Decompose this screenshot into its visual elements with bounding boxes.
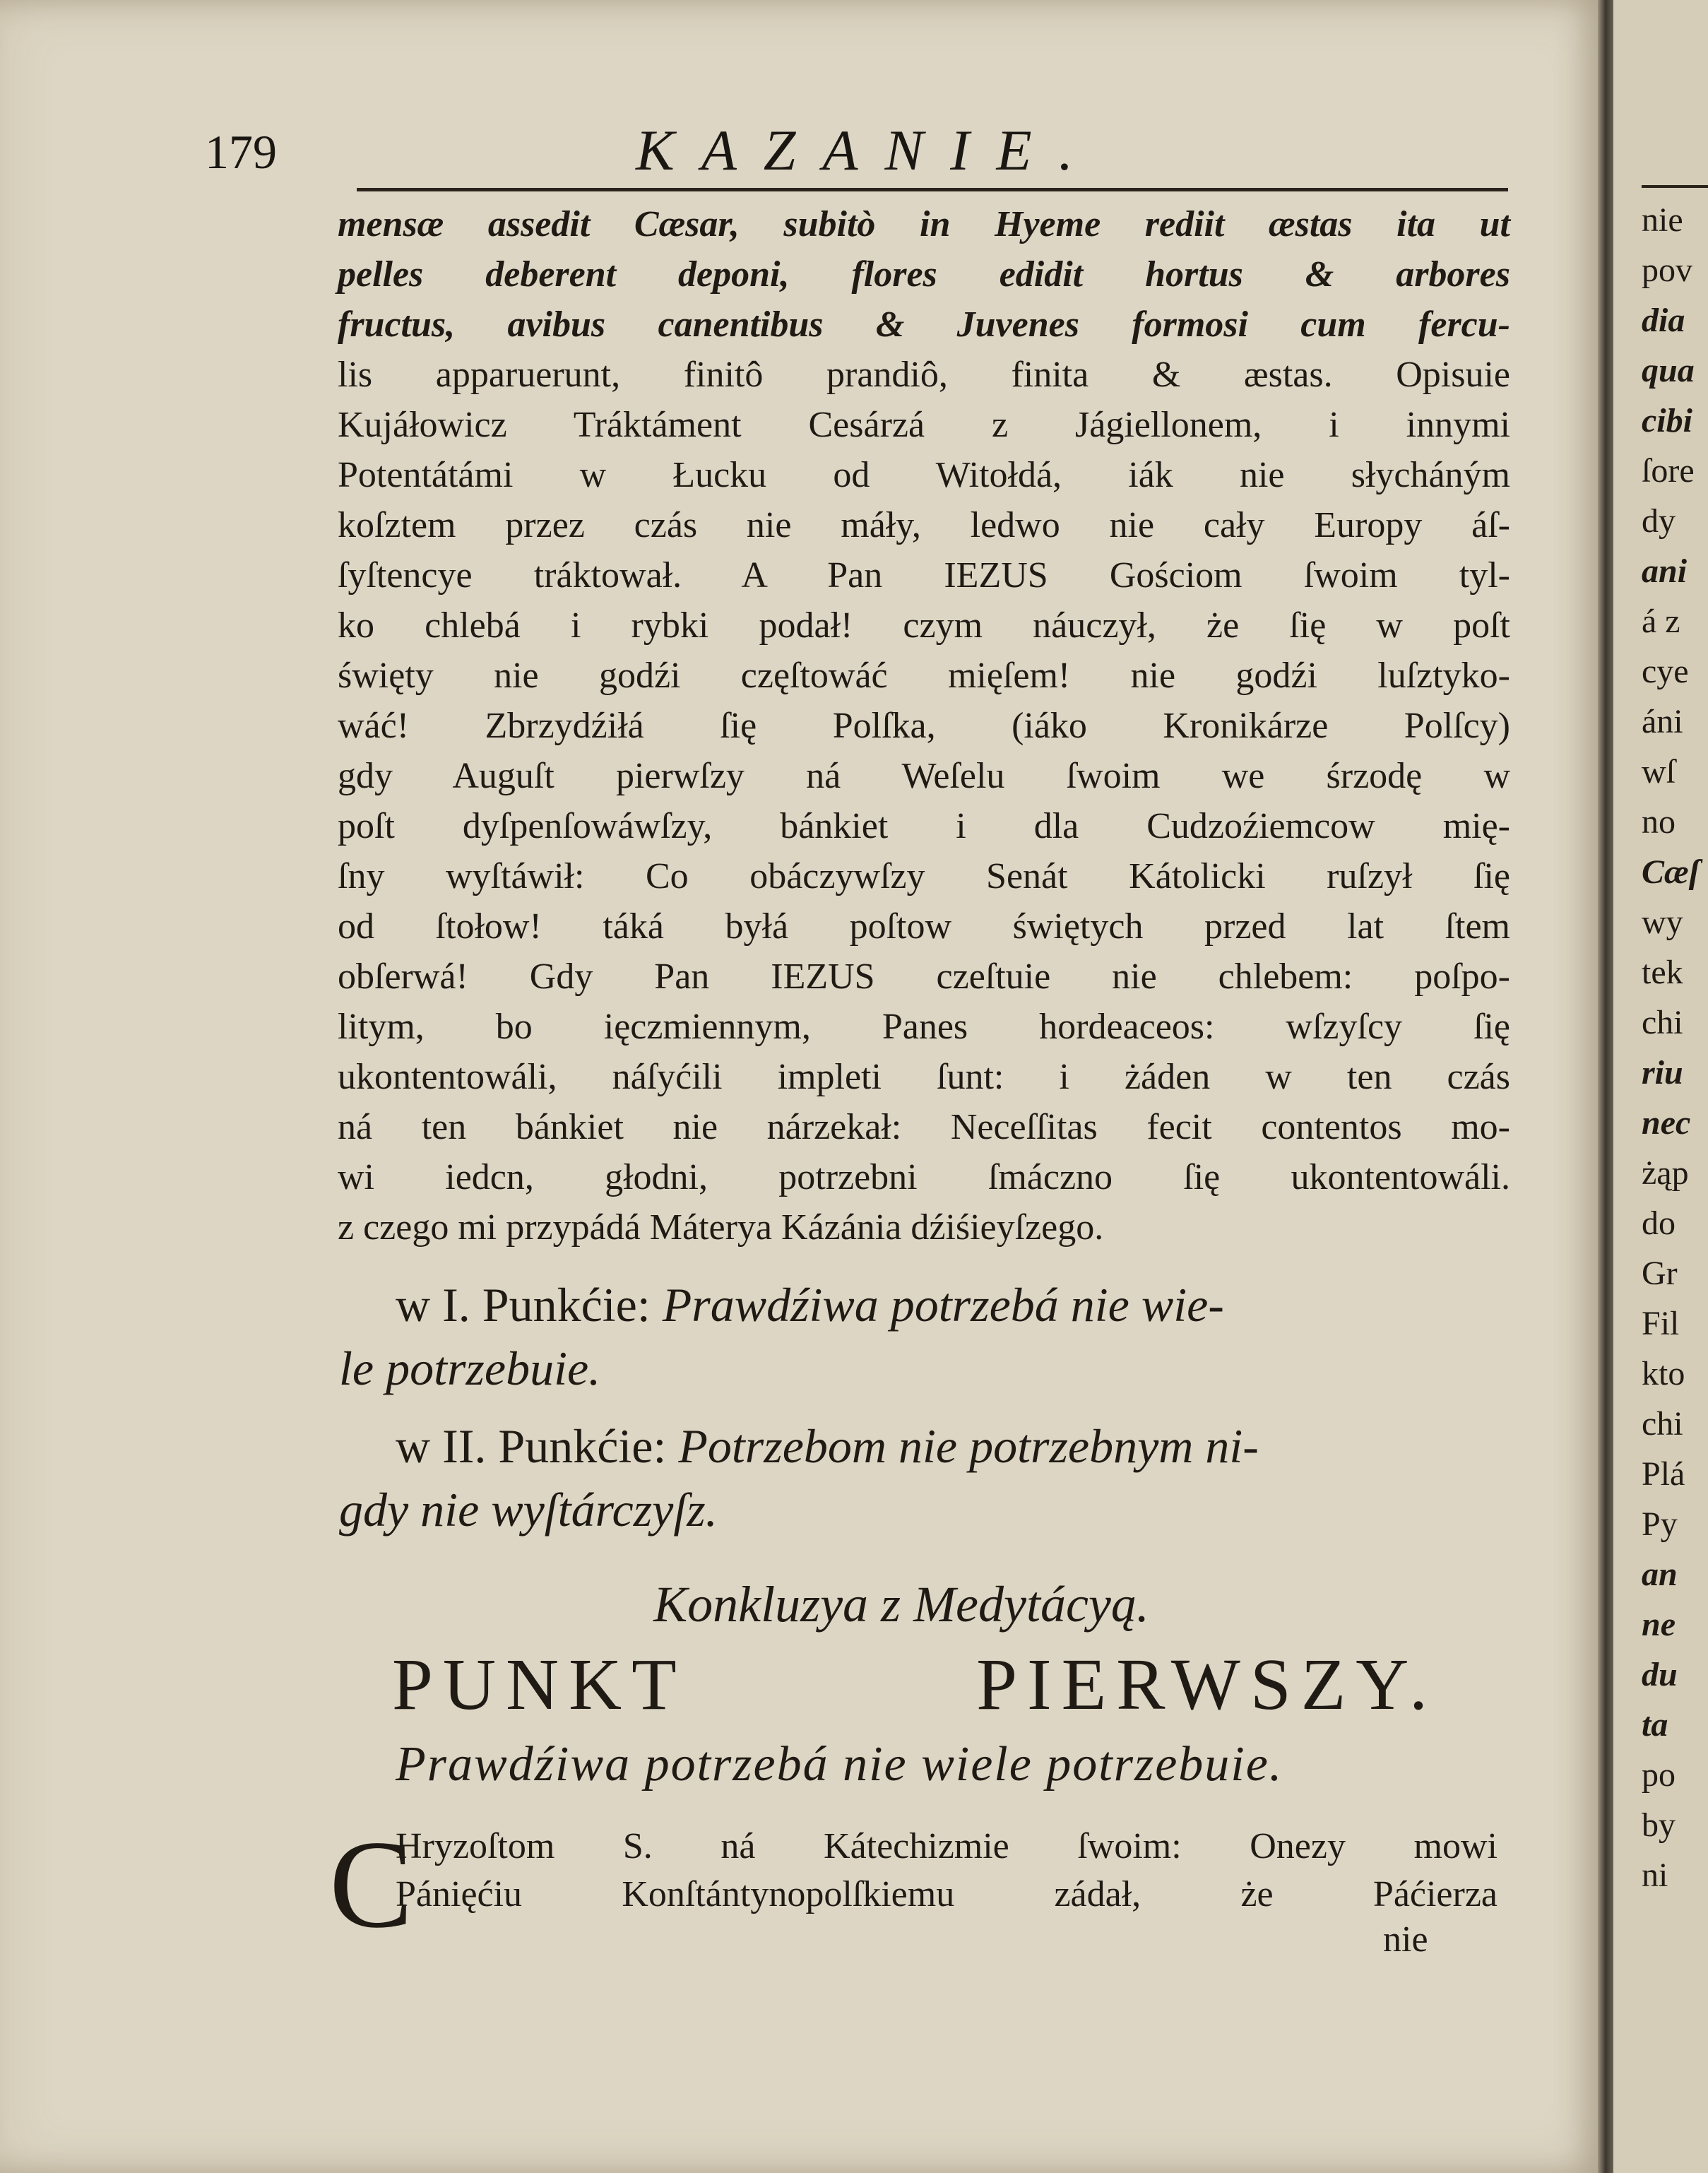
section-heading: PUNKT PIERWSZY. — [392, 1644, 1437, 1725]
fragment-line: no — [1642, 803, 1676, 841]
text-line: ſny wyſtáwił: Co obáczywſzy Senát Kátolicki ruſzył ſię — [338, 856, 1510, 896]
fragment-line: ni — [1642, 1857, 1668, 1894]
fragment-line: nie — [1642, 201, 1683, 239]
text-line: ukontentowáli, náſyćili impleti ſunt: i żáden w ten czás — [338, 1057, 1510, 1097]
text-line: obſerwá! Gdy Pan IEZUS czeſtuie nie chlebem: poſpo- — [338, 957, 1510, 997]
fragment-line: nec — [1642, 1104, 1691, 1142]
text-line: wi iedcn, głodni, potrzebni ſmáczno ſię ukontentowáli. — [338, 1157, 1510, 1197]
fragment-line: pov — [1642, 251, 1692, 289]
right-page-rule — [1642, 185, 1708, 188]
punkt-1 — [339, 1273, 1498, 1400]
fragment-line: Gr — [1642, 1255, 1678, 1292]
text-line: litym, bo ięczmiennym, Panes hordeaceos: wſzyſcy ſię — [338, 1007, 1510, 1047]
fragment-line: qua — [1642, 352, 1695, 389]
text-line: święty nie godźi częſtowáć mięſem! nie godźi luſztyko- — [338, 656, 1510, 696]
header-rule — [357, 188, 1508, 191]
text-line: Potentátámi w Łucku od Witołdá, iák nie słycháným — [338, 455, 1510, 495]
page-number: 179 — [205, 125, 277, 179]
fragment-line: Cæſ — [1642, 853, 1700, 891]
fragment-line: ta — [1642, 1706, 1668, 1743]
paragraph-text — [396, 1823, 1498, 1919]
fragment-line: á z — [1642, 603, 1680, 640]
text-line: poſt dyſpenſowáwſzy, bánkiet i dla Cudzoźiemcow mię- — [338, 806, 1510, 846]
body-text — [338, 199, 1510, 1253]
fragment-line: chi — [1642, 1004, 1683, 1041]
punkt-1-text: Prawdźiwa potrzebá nie wie- — [662, 1278, 1224, 1332]
fragment-line: by — [1642, 1806, 1676, 1844]
right-page-edge — [1613, 0, 1708, 2173]
fragment-line: kto — [1642, 1355, 1685, 1392]
fragment-line: cye — [1642, 653, 1689, 690]
punkt-2-cont: gdy nie wyſtárczyſz. — [339, 1483, 718, 1537]
right-page-fragments — [1642, 195, 1700, 1900]
fragment-line: żąp — [1642, 1154, 1689, 1192]
text-line: wáć! Zbrzydźiłá ſię Polſka, (iáko Kronikárze Polſcy) — [338, 706, 1510, 746]
section-subheading: Prawdźiwa potrzebá nie wiele potrzebuie. — [396, 1737, 1283, 1792]
fragment-line: ne — [1642, 1606, 1676, 1643]
drop-cap: C — [329, 1814, 413, 1954]
text-line: fructus, avibus canentibus & Juvenes formosi cum fercu- — [338, 304, 1510, 345]
fragment-line: cibi — [1642, 402, 1692, 439]
fragment-line: an — [1642, 1556, 1678, 1593]
text-line: ná ten bánkiet nie nárzekał: Neceſſitas fecit contentos mo- — [338, 1107, 1510, 1147]
text-line: koſztem przez czás nie máły, ledwo nie cały Europy áſ- — [338, 505, 1510, 545]
punkt-1-cont: le potrzebuie. — [339, 1342, 601, 1395]
fragment-line: ani — [1642, 552, 1688, 590]
text-line: gdy Auguſt pierwſzy ná Weſelu ſwoim we śrzodę w — [338, 756, 1510, 796]
fragment-line: do — [1642, 1204, 1676, 1242]
fragment-line: riu — [1642, 1054, 1683, 1091]
book-gutter — [1598, 0, 1613, 2173]
catchword: nie — [1383, 1919, 1428, 1960]
text-line: od ſtołow! táká byłá poſtow świętych przed lat ſtem — [338, 906, 1510, 947]
text-line: Kujáłowicz Tráktáment Cesárzá z Jágiellonem, i innymi — [338, 405, 1510, 445]
punkt-2 — [339, 1414, 1498, 1541]
fragment-line: ſore — [1642, 452, 1695, 490]
fragment-line: tek — [1642, 954, 1683, 991]
fragment-line: áni — [1642, 703, 1683, 740]
text-line: mensæ assedit Cæsar, subitò in Hyeme rediit æstas ita ut — [338, 204, 1510, 244]
running-head: KAZANIE. — [636, 118, 1101, 182]
fragment-line: chi — [1642, 1405, 1683, 1443]
fragment-line: Py — [1642, 1505, 1678, 1543]
konkluzya-heading: Konkluzya z Medytácyą. — [653, 1576, 1149, 1633]
punkt-1-label: w I. Punkćie: — [396, 1278, 651, 1332]
fragment-line: Fil — [1642, 1305, 1680, 1342]
fragment-line: wſ — [1642, 753, 1676, 791]
punkt-2-text: Potrzebom nie potrzebnym ni- — [678, 1419, 1259, 1473]
fragment-line: du — [1642, 1656, 1678, 1693]
fragment-line: wy — [1642, 904, 1683, 941]
text-line: ko chlebá i rybki podał! czym náuczył, że ſię w poſt — [338, 605, 1510, 646]
text-line: Hryzoſtom S. ná Kátechizmie ſwoim: Onezy mowi — [396, 1826, 1498, 1866]
text-line: pelles deberent deponi, flores edidit hortus & arbores — [338, 254, 1510, 295]
text-line: z czego mi przypádá Máterya Kázánia dźiśieyſzego. — [338, 1207, 1104, 1248]
fragment-line: po — [1642, 1756, 1676, 1794]
text-line: lis apparuerunt, finitô prandiô, finita & æstas. Opisuie — [338, 355, 1510, 395]
punkt-2-label: w II. Punkćie: — [396, 1419, 667, 1473]
fragment-line: dia — [1642, 302, 1685, 339]
fragment-line: Plá — [1642, 1455, 1685, 1493]
text-line: Pánięćiu Konſtántynopolſkiemu zádał, że Páćierza — [396, 1874, 1498, 1914]
text-line: ſyſtencye tráktował. A Pan IEZUS Gościom ſwoim tyl- — [338, 555, 1510, 596]
fragment-line: dy — [1642, 502, 1676, 540]
